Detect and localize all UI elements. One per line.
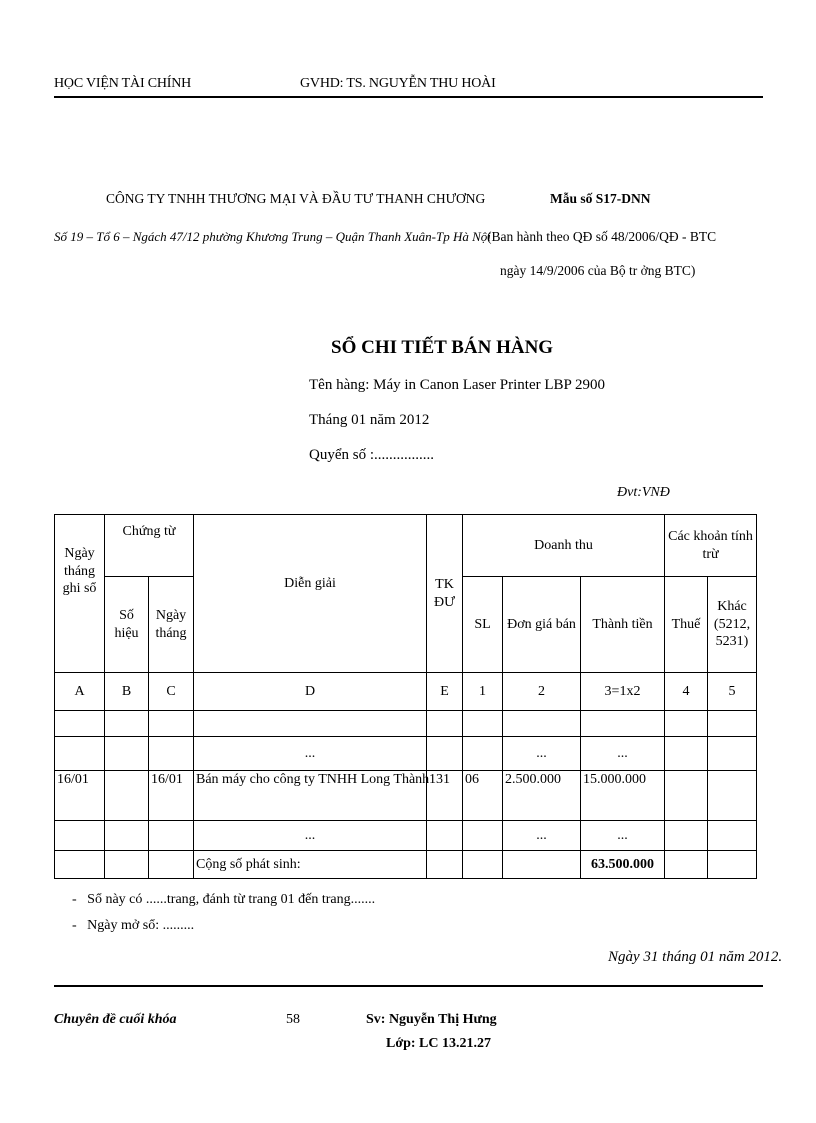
header-account: TK ĐƯ: [427, 515, 463, 673]
note-pages-text: Sổ này có ......trang, đánh từ trang 01 đến trang.......: [87, 892, 376, 907]
header-qty: SL: [463, 577, 503, 673]
ellipsis-cell: ...: [581, 821, 665, 851]
header-amount: Thành tiền: [581, 577, 665, 673]
form-issued-line1: (Ban hành theo QĐ số 48/2006/QĐ - BTC: [487, 229, 717, 244]
form-code: Mẫu số S17-DNN: [550, 191, 651, 206]
header-description: Diễn giải: [194, 515, 427, 673]
row-date: 16/01: [55, 771, 105, 821]
row-qty: 06: [463, 771, 503, 821]
company-name: CÔNG TY TNHH THƯƠNG MẠI VÀ ĐẦU TƯ THANH CHƯƠNG: [106, 191, 486, 206]
row-unit-price: 2.500.000: [503, 771, 581, 821]
student-class: Lớp: LC 13.21.27: [386, 1036, 491, 1051]
institution-name: HỌC VIỆN TÀI CHÍNH: [54, 76, 192, 91]
note-opened-text: Ngày mở sổ: .........: [87, 918, 195, 933]
code-cell: 2: [503, 673, 581, 711]
note-opened: - Ngày mở sổ: .........: [72, 918, 195, 933]
code-cell: 3=1x2: [581, 673, 665, 711]
row-description: Bán máy cho công ty TNHH Long Thành: [194, 771, 427, 821]
blank-row: [55, 711, 757, 737]
ellipsis-cell: ...: [581, 737, 665, 771]
row-voucher-date: 16/01: [149, 771, 194, 821]
header-voucher-no: Số hiệu: [105, 577, 149, 673]
sales-ledger-table: [54, 514, 757, 879]
ellipsis-cell: ...: [503, 821, 581, 851]
page-number: 58: [286, 1012, 300, 1027]
row-amount: 15.000.000: [581, 771, 665, 821]
note-pages: - Sổ này có ......trang, đánh từ trang 01 đến trang.......: [72, 892, 376, 907]
total-amount: 63.500.000: [581, 851, 665, 879]
header-tax: Thuế: [665, 577, 708, 673]
ellipsis-cell: ...: [194, 821, 427, 851]
period: Tháng 01 năm 2012: [309, 412, 430, 428]
row-account: 131: [427, 771, 463, 821]
student-name: Sv: Nguyễn Thị Hưng: [366, 1012, 497, 1027]
code-cell: 4: [665, 673, 708, 711]
header-voucher: Chứng từ: [105, 515, 194, 577]
code-cell: A: [55, 673, 105, 711]
header-unit-price: Đơn giá bán: [503, 577, 581, 673]
code-cell: 1: [463, 673, 503, 711]
column-code-row: [55, 673, 757, 711]
table-row: [55, 771, 757, 821]
currency-unit: Đvt:VNĐ: [617, 485, 670, 500]
header-rule: [54, 96, 763, 98]
footer-title: Chuyên đề cuối khóa: [54, 1012, 177, 1027]
book-number: Quyển số :................: [309, 447, 434, 463]
ellipsis-cell: ...: [503, 737, 581, 771]
company-address: Số 19 – Tổ 6 – Ngách 47/12 phường Khương Trung – Quận Thanh Xuân-Tp Hà Nội: [54, 229, 491, 244]
header-other: Khác (5212, 5231): [708, 577, 757, 673]
form-issued-line2: ngày 14/9/2006 của Bộ tr ởng BTC): [500, 263, 696, 278]
signed-date: Ngày 31 tháng 01 năm 2012.: [608, 949, 783, 965]
header-deductions: Các khoản tính trừ: [665, 515, 757, 577]
ellipsis-row: [55, 737, 757, 771]
footer-rule: [54, 985, 763, 987]
total-row: [55, 851, 757, 879]
product-name: Tên hàng: Máy in Canon Laser Printer LBP 2900: [309, 377, 606, 393]
code-cell: 5: [708, 673, 757, 711]
code-cell: D: [194, 673, 427, 711]
code-cell: B: [105, 673, 149, 711]
document-title: SỔ CHI TIẾT BÁN HÀNG: [331, 337, 554, 358]
header-revenue: Doanh thu: [463, 515, 665, 577]
code-cell: C: [149, 673, 194, 711]
header-date: Ngày tháng ghi sổ: [55, 515, 105, 673]
header-voucher-date: Ngày tháng: [149, 577, 194, 673]
ellipsis-row: [55, 821, 757, 851]
total-label: Cộng số phát sinh:: [194, 851, 427, 879]
supervisor-name: GVHD: TS. NGUYỄN THU HOÀI: [300, 76, 496, 91]
code-cell: E: [427, 673, 463, 711]
ellipsis-cell: ...: [194, 737, 427, 771]
